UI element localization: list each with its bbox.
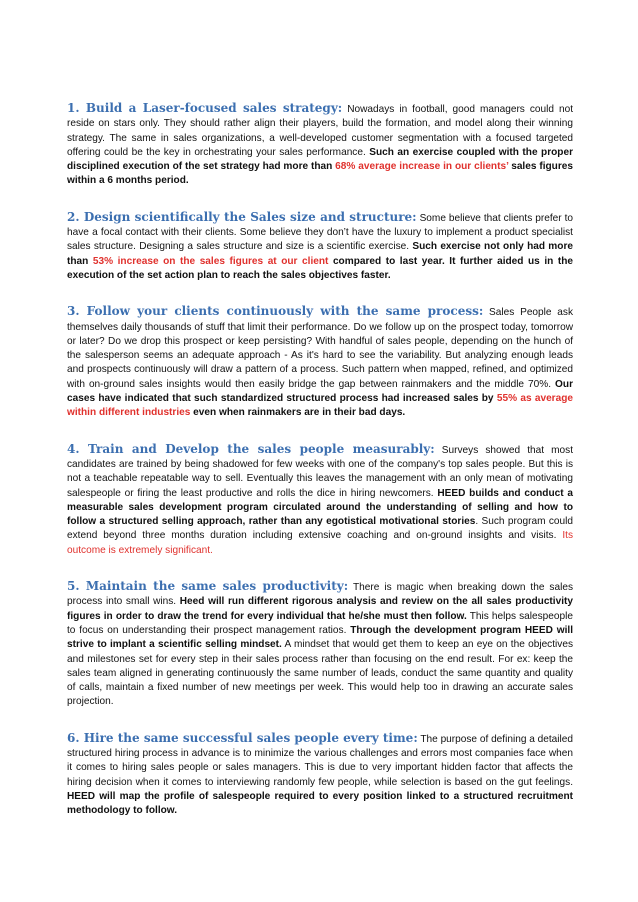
- section-highlight-text: 55% as average within different industries: [67, 393, 573, 419]
- section-bold-text: sales figures within a 6 months period.: [67, 161, 573, 187]
- section-heading: 6. Hire the same successful sales people every time:: [67, 730, 418, 745]
- section-body-text: Some believe that clients prefer to have a focal contact with their clients. Some believe they don’t have the luxury to implement a product specialist sales structure. Designing a sales structure and size is a scientific exercise.: [67, 212, 573, 253]
- section-body-text: This helps salespeople to focus on understanding their prospect management ratios.: [67, 610, 573, 636]
- section-5: [67, 579, 573, 710]
- section-body-text: There is magic when breaking down the sales process into small wins.: [67, 582, 573, 608]
- section-3: [67, 304, 573, 420]
- section-highlight-text: 53% increase on the sales figures at our client: [92, 255, 329, 267]
- section-bold-text: HEED builds and conduct a measurable sales development program circulated around the understanding of selling and how to follow a structured selling approach, rather than any egotistical motivational stories: [67, 487, 573, 528]
- section-4: [67, 442, 573, 558]
- section-heading: 2. Design scientifically the Sales size and structure:: [67, 209, 417, 224]
- section-heading: 1. Build a Laser-focused sales strategy:: [67, 101, 343, 115]
- section-2: [67, 210, 573, 283]
- section-1: [67, 101, 573, 189]
- section-bold-text: even when rainmakers are in their bad days.: [190, 407, 406, 419]
- section-body-text: Surveys showed that most candidates are trained by being shadowed for few weeks with one of the company's top sales people. But this is not a teachable repeatable way to sell. Eventually this leaves the management with an only mean of motivating salespeople or firing the least productive and rolls the dice in hiring newcomers.: [67, 444, 574, 499]
- section-highlight-text: 68% average increase in our clients’: [335, 161, 509, 173]
- section-bold-text: Such exercise not only had more than: [67, 241, 573, 267]
- section-bold-text: Our cases have indicated that such standardized structured process had increased sales by: [67, 378, 573, 405]
- section-body-text: Nowadays in football, good managers could not reside on stars only. They should rather align their players, build the formation, and model along their winning strategy. The same in sales organizations, a well-developed customer segmentation with a focused targeted offering could be the key in orchestrating your sales performance.: [67, 104, 573, 158]
- section-bold-text: Through the development program HEED will strive to implant a scientific selling mindset.: [67, 624, 574, 651]
- section-bold-text: HEED will map the profile of salespeople required to every position linked to a structured recruitment methodology to follow.: [67, 790, 573, 817]
- section-heading: 4. Train and Develop the sales people measurably:: [67, 441, 435, 456]
- section-6: [67, 731, 573, 819]
- section-heading: 3. Follow your clients continuously with the same process:: [67, 304, 484, 319]
- section-bold-text: Such an exercise coupled with the proper disciplined execution of the set strategy had more than: [67, 146, 574, 173]
- section-body-text: A mindset that would get them to keep an eye on the objectives and milestones set for every step in their sales process rather than focusing on the end result. For ex: keep the sales team aligned in generating continuously the same number of leads, conduct the same quantity and quality of calls, maintain a fixed number of new meetings per week. This would help too in drawing an accurate sales projection.: [67, 639, 573, 708]
- document-page: [67, 101, 573, 839]
- section-highlight-text: Its outcome is extremely significant.: [67, 530, 573, 556]
- section-body-text: The purpose of defining a detailed structured hiring process in advance is to minimize the various challenges and errors most companies face when it comes to hiring sales people or sales managers. This is due to very important hidden factor that affects the hiring decision when it comes to interviewing randomly few people, while selection is based on the gut feelings.: [67, 733, 574, 788]
- section-body-text: Sales People ask themselves daily thousands of stuff that limit their performance. Do we follow up on the prospect today, tomorrow or later? Do we drop this prospect or keep persisting? With handful of sales people, depending on the hunch of the salesperson seems an adequate approach - As it's hard to see the variability. But analyzing enough leads and prospects continuously will draw a pattern of a process. Such pattern when mapped, refined, and optimized with on-ground sales insights would then easily bridge the gap between rainmakers and the middle 70%.: [67, 307, 573, 390]
- section-body-text: . Such program could extend beyond three months duration including extensive coaching and on-ground insights and visits.: [67, 516, 573, 542]
- section-bold-text: Heed will run different rigorous analysis and review on the all sales productivity figures in order to draw the trend for every individual that he/she must then follow.: [67, 596, 573, 622]
- section-bold-text: compared to last year. It further aided us in the execution of the set action plan to reach the sales objectives faster.: [67, 255, 573, 281]
- section-heading: 5. Maintain the same sales productivity:: [67, 579, 349, 594]
